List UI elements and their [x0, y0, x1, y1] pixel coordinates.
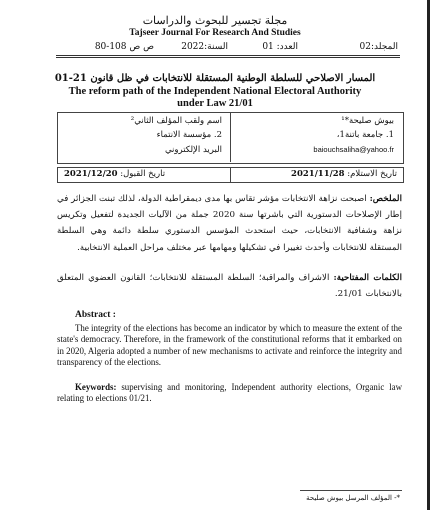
keywords-ar-label: الكلمات المفتاحية: — [333, 273, 402, 283]
journal-year: السنة:2022 — [181, 42, 228, 52]
title-ar: المسار الاصلاحي للسلطة الوطنية المستقلة للانتخابات في ظل قانون 21-01 — [54, 73, 376, 84]
accepted-date — [64, 169, 165, 179]
journal-meta — [58, 42, 398, 54]
author-2-name: اسم ولقب المؤلف الثاني² — [130, 116, 222, 126]
abstract-en-heading: Abstract : — [75, 310, 116, 320]
header-divider — [56, 55, 400, 56]
keywords-ar-text: الاشراف والمراقبة؛ السلطة المستقلة للانتخابات؛ القانون العضوي المتعلق بالانتخابات 21/01. — [57, 273, 402, 299]
received-value: 2021/11/28 — [291, 169, 345, 179]
title-en — [30, 86, 400, 110]
author-2 — [57, 112, 231, 162]
author-2-email: البريد الإلكتروني — [164, 145, 222, 155]
abstract-ar-text: اصبحت نزاهة الانتخابات مؤشر تقاس بها مدى ديمقراطية الدولة، لذلك تبنت الجزائر في إطار الإصلاحات الدستورية التي باشرتها سنة 2020 جملة من الآليات الجديدة لتفعيل وتكريس نزاهة وشفافية الانتخابات، حيث استحدث المؤسس الدستوري سلطة دائمة وهي السلطة المستقلة للانتخابات وأحدث تغييرا في تشكيلها ومهامها عبر مختلف مراحل العملية الانتخابية. — [57, 194, 402, 253]
journal-name-en: Tajseer Journal For Research And Studies — [129, 28, 301, 38]
abstract-en-text: The integrity of the elections has become an indicator by which to measure the extent of the state's democracy. Therefore, in the framework of the constitutional reforms that it embarked on in 2020, Algeria adopted a number of new mechanisms to activate and reinforce the integrity and transparency of the elections. — [57, 323, 402, 367]
received-date — [291, 169, 397, 179]
keywords-ar — [57, 270, 402, 302]
footnote-rule — [300, 490, 402, 491]
journal-volume: المجلد:02 — [359, 42, 398, 52]
accepted-label: تاريخ القبول: — [120, 169, 166, 179]
journal-pages: ص ص 108-80 — [94, 42, 154, 52]
keywords-en-label: Keywords: — [75, 382, 117, 392]
author-1-institution: 1. جامعة باتنة1، — [336, 130, 394, 140]
header-divider-double — [56, 57, 400, 58]
author-1 — [230, 112, 402, 162]
dates-separator — [230, 168, 231, 182]
author-1-name: بيوش صليحة*¹ — [341, 116, 394, 126]
dates-box — [57, 167, 404, 183]
journal-number: العدد: 01 — [262, 42, 298, 52]
accepted-value: 2021/12/20 — [64, 169, 118, 179]
abstract-ar-label: الملخص: — [369, 194, 402, 204]
footnote: *- المؤلف المرسل بيوش صليحة — [306, 494, 400, 502]
title-en-line1: The reform path of the Independent National Electoral Authority — [68, 86, 362, 97]
keywords-en-text: supervising and monitoring, Independent authority elections, Organic law relating to elections 01/21. — [57, 382, 402, 404]
keywords-en — [57, 382, 402, 405]
title-en-line2: under Law 21/01 — [177, 98, 253, 109]
journal-name-ar: مجلة تجسير للبحوث والدراسات — [142, 14, 288, 27]
author-1-email[interactable]: baiouchsaliha@yahoo.fr — [313, 145, 394, 154]
abstract-ar — [57, 191, 402, 256]
received-label: تاريخ الاستلام: — [347, 169, 397, 179]
author-2-institution: 2. مؤسسة الانتماء — [156, 130, 222, 140]
